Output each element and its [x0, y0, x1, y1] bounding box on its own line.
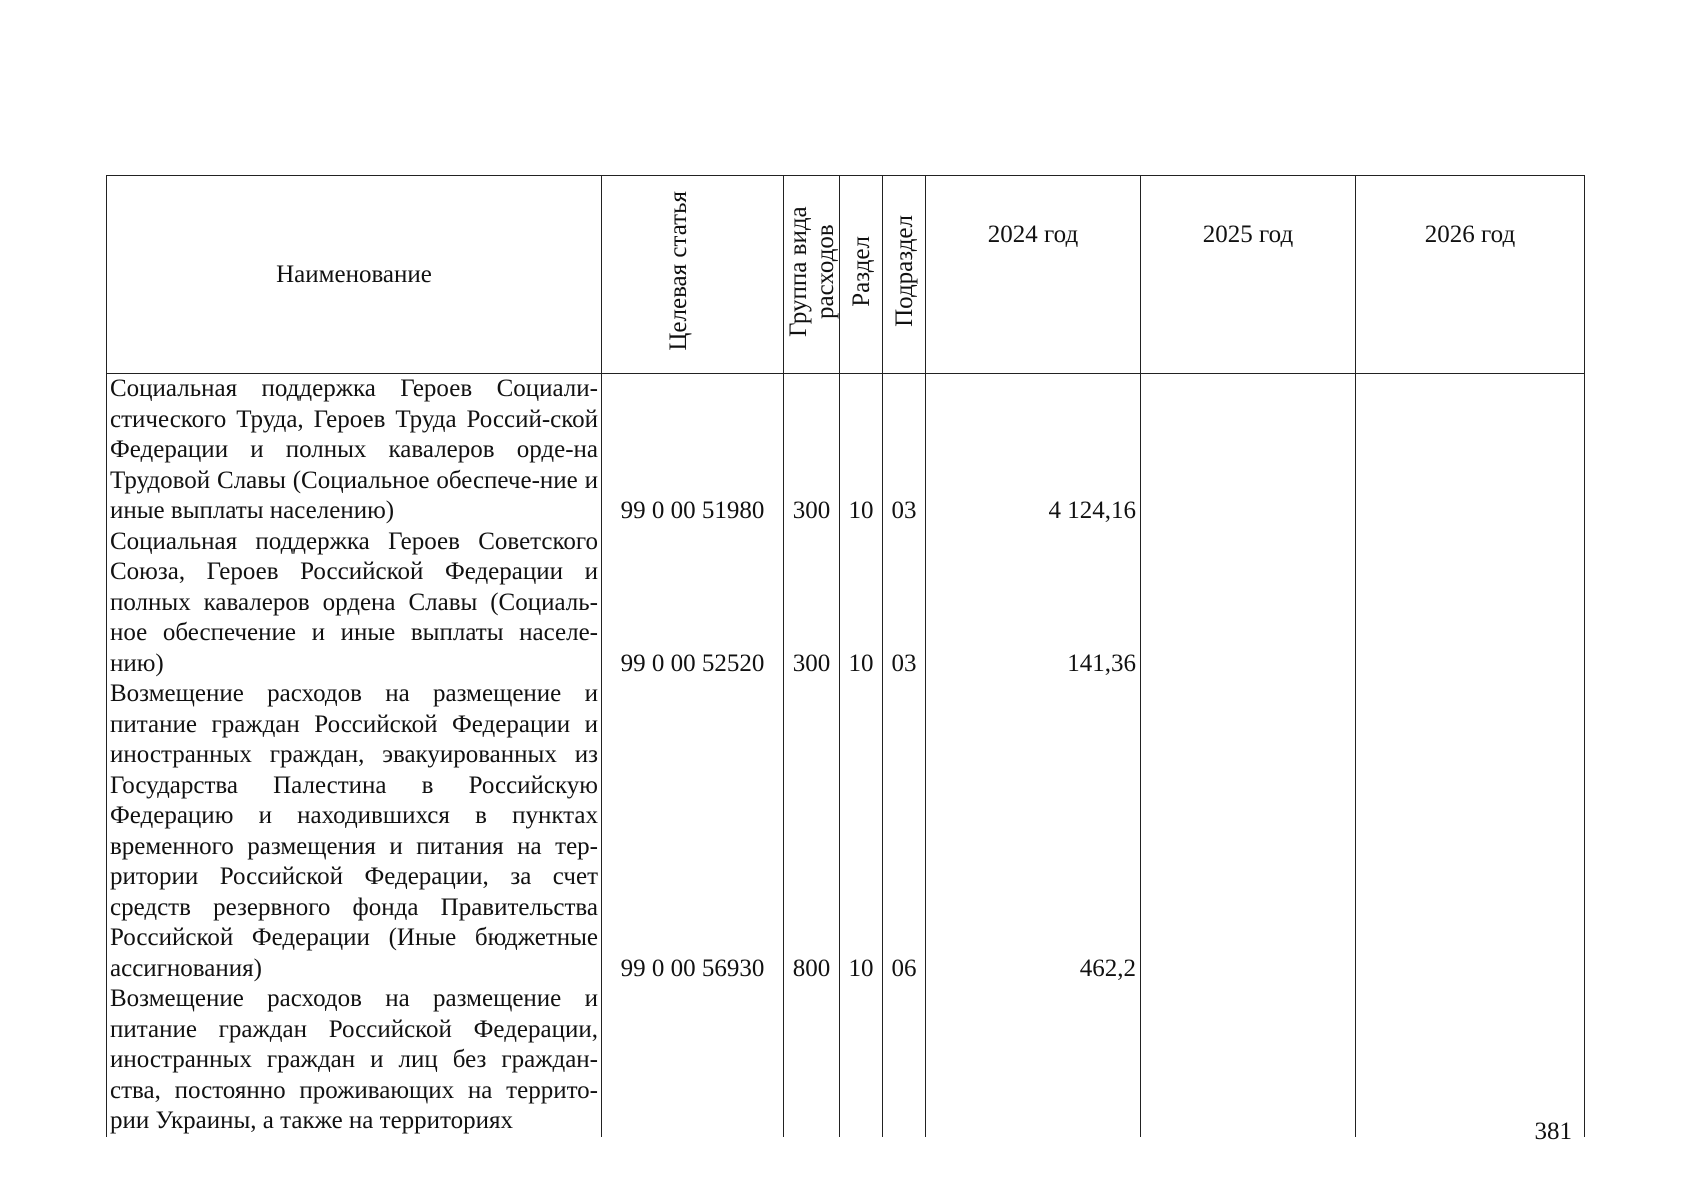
row-year-2025: [1141, 374, 1356, 527]
row-expense-group: [784, 984, 840, 1137]
table-row: [107, 984, 1585, 1137]
row-year-2026: [1356, 679, 1585, 984]
header-row: [107, 176, 1585, 374]
row-year-2024: 141,36: [926, 527, 1141, 680]
row-year-2025: [1141, 984, 1356, 1137]
row-year-2026: [1356, 374, 1585, 527]
row-subsection: 06: [883, 679, 926, 984]
row-year-2026: [1356, 527, 1585, 680]
row-year-2024: 462,2: [926, 679, 1141, 984]
row-subsection: [883, 984, 926, 1137]
table-row: [107, 527, 1585, 680]
table-row: [107, 374, 1585, 527]
header-year-2026: 2026 год: [1356, 176, 1585, 374]
header-section: Раздел: [840, 176, 883, 374]
row-name: Социальная поддержка Героев Социали-стического Труда, Героев Труда Россий-ской Федерации и полных кавалеров орде-на Трудовой Славы (Социальное обеспече-ние и иные выплаты населению): [107, 374, 602, 527]
row-target-article: 99 0 00 56930: [602, 679, 784, 984]
row-year-2024: [926, 984, 1141, 1137]
header-name: Наименование: [107, 176, 602, 374]
row-name: Возмещение расходов на размещение и питание граждан Российской Федерации, иностранных граждан и лиц без граждан-ства, постоянно проживающих на террито-рии Украины, а также на территориях: [107, 984, 602, 1137]
row-section: 10: [840, 527, 883, 680]
header-target-article: Целевая статья: [602, 176, 784, 374]
row-subsection: 03: [883, 374, 926, 527]
row-section: 10: [840, 374, 883, 527]
row-target-article: [602, 984, 784, 1137]
row-subsection: 03: [883, 527, 926, 680]
row-section: 10: [840, 679, 883, 984]
row-expense-group: 300: [784, 374, 840, 527]
header-year-2025: 2025 год: [1141, 176, 1356, 374]
row-target-article: 99 0 00 51980: [602, 374, 784, 527]
row-expense-group: 800: [784, 679, 840, 984]
header-subsection: Подраздел: [883, 176, 926, 374]
row-expense-group: 300: [784, 527, 840, 680]
row-year-2025: [1141, 527, 1356, 680]
header-year-2024: 2024 год: [926, 176, 1141, 374]
page-number: 381: [1534, 1118, 1572, 1145]
row-year-2024: 4 124,16: [926, 374, 1141, 527]
row-year-2026: [1356, 984, 1585, 1137]
row-name: Социальная поддержка Героев Советского Союза, Героев Российской Федерации и полных кавалеров ордена Славы (Социаль-ное обеспечение и иные выплаты населе-нию): [107, 527, 602, 680]
budget-table: [106, 175, 1585, 1137]
row-section: [840, 984, 883, 1137]
header-expense-group: Группа вида расходов: [784, 176, 840, 374]
row-year-2025: [1141, 679, 1356, 984]
row-target-article: 99 0 00 52520: [602, 527, 784, 680]
row-name: Возмещение расходов на размещение и питание граждан Российской Федерации и иностранных граждан, эвакуированных из Государства Палестина в Российскую Федерацию и находившихся в пунктах временного размещения и питания на тер-ритории Российской Федерации, за счет средств резервного фонда Правительства Российской Федерации (Иные бюджетные ассигнования): [107, 679, 602, 984]
table-row: [107, 679, 1585, 984]
